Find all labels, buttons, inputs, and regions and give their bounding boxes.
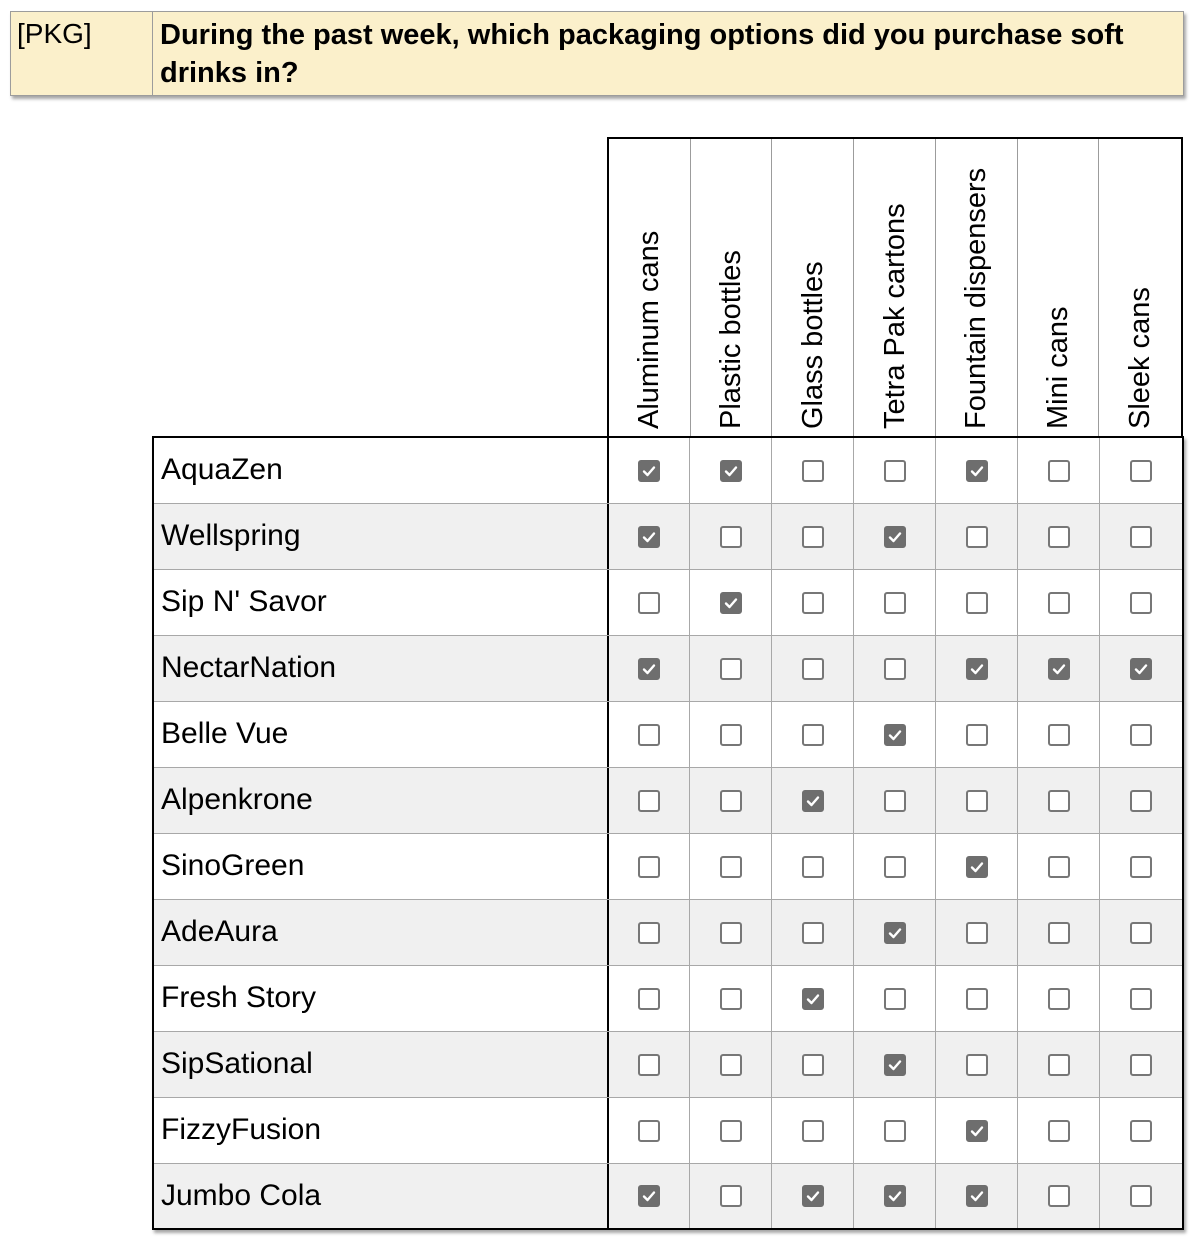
checkmark-icon	[641, 529, 657, 545]
grid-cell	[1100, 570, 1182, 635]
checkbox-icon[interactable]	[966, 1185, 988, 1207]
checkmark-icon	[641, 661, 657, 677]
checkbox-icon[interactable]	[884, 1185, 906, 1207]
checkbox-icon[interactable]	[884, 790, 906, 812]
grid-cell	[1100, 900, 1182, 965]
grid-cell	[936, 1098, 1018, 1163]
checkmark-icon	[969, 463, 985, 479]
table-row	[154, 438, 1182, 504]
grid-cell	[690, 1032, 772, 1097]
grid-cell	[854, 1164, 936, 1228]
grid-cell	[1100, 834, 1182, 899]
grid-cell	[1100, 1098, 1182, 1163]
grid-cell	[854, 966, 936, 1031]
checkbox-icon[interactable]	[966, 592, 988, 614]
grid-cell	[936, 702, 1018, 767]
checkbox-icon[interactable]	[966, 856, 988, 878]
checkmark-icon	[1051, 661, 1067, 677]
checkmark-icon	[969, 859, 985, 875]
response-grid	[152, 436, 1184, 1230]
grid-cell	[1100, 702, 1182, 767]
table-row	[154, 570, 1182, 636]
checkbox-icon[interactable]	[1130, 658, 1152, 680]
checkbox-icon[interactable]	[1048, 1185, 1070, 1207]
checkbox-icon[interactable]	[638, 790, 660, 812]
grid-cell	[1018, 1032, 1100, 1097]
checkmark-icon	[887, 1188, 903, 1204]
checkbox-icon[interactable]	[802, 1185, 824, 1207]
grid-cell	[1018, 570, 1100, 635]
checkbox-icon[interactable]	[802, 724, 824, 746]
grid-cell	[690, 768, 772, 833]
checkbox-icon[interactable]	[1048, 856, 1070, 878]
checkmark-icon	[723, 463, 739, 479]
column-header	[854, 139, 936, 437]
checkbox-icon[interactable]	[1130, 922, 1152, 944]
grid-cell	[1100, 1032, 1182, 1097]
checkmark-icon	[887, 1057, 903, 1073]
checkbox-icon[interactable]	[638, 922, 660, 944]
checkbox-icon[interactable]	[802, 592, 824, 614]
grid-cell	[609, 636, 691, 701]
row-label: SinoGreen	[154, 834, 609, 899]
grid-cell	[1100, 636, 1182, 701]
grid-cell	[1100, 438, 1182, 503]
checkbox-icon[interactable]	[1130, 856, 1152, 878]
checkmark-icon	[969, 661, 985, 677]
grid-cell	[690, 900, 772, 965]
checkmark-icon	[1133, 661, 1149, 677]
checkbox-icon[interactable]	[1048, 460, 1070, 482]
row-label: SipSational	[154, 1032, 609, 1097]
checkbox-icon[interactable]	[1048, 724, 1070, 746]
grid-cell	[1018, 900, 1100, 965]
checkmark-icon	[805, 991, 821, 1007]
column-header	[1018, 139, 1100, 437]
checkbox-icon[interactable]	[966, 1120, 988, 1142]
grid-cell	[609, 702, 691, 767]
checkbox-icon[interactable]	[720, 658, 742, 680]
checkbox-icon[interactable]	[1130, 724, 1152, 746]
checkbox-icon[interactable]	[802, 526, 824, 548]
checkbox-icon[interactable]	[966, 658, 988, 680]
checkbox-icon[interactable]	[1048, 658, 1070, 680]
checkbox-icon[interactable]	[720, 922, 742, 944]
grid-cell	[854, 1098, 936, 1163]
checkbox-icon[interactable]	[720, 724, 742, 746]
grid-cell	[690, 438, 772, 503]
grid-cell	[609, 768, 691, 833]
column-header-label: Sleek cans	[1124, 287, 1157, 429]
grid-cell	[690, 966, 772, 1031]
checkbox-icon[interactable]	[638, 460, 660, 482]
checkbox-icon[interactable]	[966, 526, 988, 548]
grid-cell	[854, 900, 936, 965]
grid-cell	[772, 1164, 854, 1228]
table-row	[154, 636, 1182, 702]
column-header-label: Fountain dispensers	[960, 167, 993, 429]
row-label: Fresh Story	[154, 966, 609, 1031]
grid-cell	[772, 504, 854, 569]
grid-cell	[1018, 504, 1100, 569]
grid-cell	[772, 702, 854, 767]
checkmark-icon	[641, 1188, 657, 1204]
checkbox-icon[interactable]	[720, 1054, 742, 1076]
table-row	[154, 702, 1182, 768]
checkbox-icon[interactable]	[1130, 988, 1152, 1010]
checkmark-icon	[969, 1188, 985, 1204]
grid-cell	[1018, 834, 1100, 899]
grid-cell	[936, 768, 1018, 833]
row-label: Jumbo Cola	[154, 1164, 609, 1228]
checkmark-icon	[887, 925, 903, 941]
table-row	[154, 900, 1182, 966]
checkbox-icon[interactable]	[802, 658, 824, 680]
grid-cell	[690, 1098, 772, 1163]
grid-cell	[772, 636, 854, 701]
checkbox-icon[interactable]	[802, 460, 824, 482]
row-label: AquaZen	[154, 438, 609, 503]
grid-cell	[936, 834, 1018, 899]
checkbox-icon[interactable]	[1130, 1120, 1152, 1142]
table-row	[154, 1032, 1182, 1098]
grid-cell	[772, 1098, 854, 1163]
checkbox-icon[interactable]	[1130, 592, 1152, 614]
column-header-label: Tetra Pak cartons	[878, 203, 911, 429]
table-row	[154, 966, 1182, 1032]
checkbox-icon[interactable]	[638, 526, 660, 548]
table-row	[154, 1098, 1182, 1164]
grid-cell	[854, 768, 936, 833]
checkbox-icon[interactable]	[720, 988, 742, 1010]
grid-cell	[609, 504, 691, 569]
grid-cell	[936, 1164, 1018, 1228]
checkbox-icon[interactable]	[1048, 1120, 1070, 1142]
grid-cell	[936, 570, 1018, 635]
grid-cell	[936, 1032, 1018, 1097]
grid-cell	[854, 1032, 936, 1097]
checkbox-icon[interactable]	[1130, 1054, 1152, 1076]
table-row	[154, 1164, 1182, 1228]
checkbox-icon[interactable]	[966, 460, 988, 482]
checkbox-icon[interactable]	[884, 460, 906, 482]
checkbox-icon[interactable]	[638, 658, 660, 680]
grid-cell	[772, 966, 854, 1031]
column-header	[1099, 139, 1181, 437]
checkbox-icon[interactable]	[1048, 790, 1070, 812]
question-header	[10, 11, 1184, 96]
grid-cell	[609, 1032, 691, 1097]
grid-cell	[1100, 504, 1182, 569]
table-row	[154, 504, 1182, 570]
checkmark-icon	[805, 1188, 821, 1204]
checkbox-icon[interactable]	[884, 988, 906, 1010]
checkbox-icon[interactable]	[1048, 592, 1070, 614]
checkmark-icon	[969, 1123, 985, 1139]
grid-cell	[609, 900, 691, 965]
row-label: FizzyFusion	[154, 1098, 609, 1163]
grid-cell	[1018, 966, 1100, 1031]
grid-cell	[609, 834, 691, 899]
checkbox-icon[interactable]	[884, 526, 906, 548]
checkbox-icon[interactable]	[1048, 1054, 1070, 1076]
column-header-label: Aluminum cans	[633, 230, 666, 429]
checkbox-icon[interactable]	[966, 1054, 988, 1076]
grid-cell	[854, 570, 936, 635]
grid-cell	[609, 1164, 691, 1228]
checkbox-icon[interactable]	[720, 790, 742, 812]
checkbox-icon[interactable]	[638, 1054, 660, 1076]
checkbox-icon[interactable]	[966, 988, 988, 1010]
table-row	[154, 834, 1182, 900]
grid-cell	[1100, 966, 1182, 1031]
checkbox-icon[interactable]	[802, 856, 824, 878]
checkbox-icon[interactable]	[1130, 526, 1152, 548]
checkbox-icon[interactable]	[1130, 1185, 1152, 1207]
grid-cell	[936, 636, 1018, 701]
checkbox-icon[interactable]	[720, 1185, 742, 1207]
grid-cell	[1018, 768, 1100, 833]
checkbox-icon[interactable]	[1048, 526, 1070, 548]
grid-cell	[854, 438, 936, 503]
checkbox-icon[interactable]	[884, 922, 906, 944]
checkbox-icon[interactable]	[638, 1185, 660, 1207]
checkmark-icon	[723, 595, 739, 611]
grid-cell	[1100, 1164, 1182, 1228]
row-label: Sip N' Savor	[154, 570, 609, 635]
checkbox-icon[interactable]	[720, 526, 742, 548]
checkbox-icon[interactable]	[966, 790, 988, 812]
checkmark-icon	[887, 529, 903, 545]
checkmark-icon	[887, 727, 903, 743]
table-row	[154, 768, 1182, 834]
grid-cell	[690, 1164, 772, 1228]
column-header	[609, 139, 691, 437]
grid-cell	[936, 504, 1018, 569]
question-text: During the past week, which packaging options did you purchase soft drinks in?	[160, 19, 1124, 89]
column-header	[936, 139, 1018, 437]
checkbox-icon[interactable]	[884, 1054, 906, 1076]
grid-cell	[936, 900, 1018, 965]
question-id: [PKG]	[11, 12, 153, 95]
checkbox-icon[interactable]	[638, 856, 660, 878]
row-label: AdeAura	[154, 900, 609, 965]
checkbox-icon[interactable]	[638, 592, 660, 614]
checkbox-icon[interactable]	[720, 460, 742, 482]
checkbox-icon[interactable]	[1130, 790, 1152, 812]
checkbox-icon[interactable]	[638, 988, 660, 1010]
row-label: Wellspring	[154, 504, 609, 569]
grid-cell	[690, 702, 772, 767]
grid-cell	[609, 966, 691, 1031]
checkbox-icon[interactable]	[1130, 460, 1152, 482]
checkbox-icon[interactable]	[1048, 922, 1070, 944]
grid-cell	[690, 570, 772, 635]
grid-cell	[690, 636, 772, 701]
column-header	[691, 139, 773, 437]
row-label: Alpenkrone	[154, 768, 609, 833]
checkbox-icon[interactable]	[720, 856, 742, 878]
grid-cell	[854, 636, 936, 701]
checkbox-icon[interactable]	[802, 988, 824, 1010]
checkbox-icon[interactable]	[884, 724, 906, 746]
grid-cell	[936, 438, 1018, 503]
grid-cell	[772, 834, 854, 899]
grid-cell	[1018, 1164, 1100, 1228]
grid-cell	[854, 702, 936, 767]
grid-cell	[1018, 438, 1100, 503]
grid-cell	[609, 438, 691, 503]
grid-cell	[1018, 702, 1100, 767]
column-header-label: Mini cans	[1041, 306, 1074, 429]
grid-cell	[772, 570, 854, 635]
grid-cell	[854, 834, 936, 899]
grid-cell	[1018, 636, 1100, 701]
checkbox-icon[interactable]	[1048, 988, 1070, 1010]
checkbox-icon[interactable]	[802, 790, 824, 812]
row-label: Belle Vue	[154, 702, 609, 767]
checkbox-icon[interactable]	[884, 592, 906, 614]
grid-cell	[772, 768, 854, 833]
column-header-label: Plastic bottles	[715, 250, 748, 429]
grid-cell	[772, 438, 854, 503]
checkmark-icon	[641, 463, 657, 479]
grid-cell	[854, 504, 936, 569]
checkbox-icon[interactable]	[802, 1054, 824, 1076]
grid-cell	[1018, 1098, 1100, 1163]
row-label: NectarNation	[154, 636, 609, 701]
checkbox-icon[interactable]	[638, 724, 660, 746]
column-header	[772, 139, 854, 437]
checkbox-icon[interactable]	[966, 922, 988, 944]
grid-cell	[690, 834, 772, 899]
grid-cell	[609, 1098, 691, 1163]
checkbox-icon[interactable]	[720, 592, 742, 614]
checkbox-icon[interactable]	[884, 1120, 906, 1142]
grid-cell	[936, 966, 1018, 1031]
checkbox-icon[interactable]	[884, 856, 906, 878]
grid-cell	[1100, 768, 1182, 833]
checkbox-icon[interactable]	[802, 922, 824, 944]
checkbox-icon[interactable]	[802, 1120, 824, 1142]
checkbox-icon[interactable]	[638, 1120, 660, 1142]
grid-cell	[772, 900, 854, 965]
checkbox-icon[interactable]	[966, 724, 988, 746]
grid-cell	[690, 504, 772, 569]
column-headers	[607, 137, 1183, 437]
column-header-label: Glass bottles	[796, 261, 829, 429]
checkmark-icon	[805, 793, 821, 809]
checkbox-icon[interactable]	[884, 658, 906, 680]
grid-cell	[772, 1032, 854, 1097]
grid-cell	[609, 570, 691, 635]
checkbox-icon[interactable]	[720, 1120, 742, 1142]
